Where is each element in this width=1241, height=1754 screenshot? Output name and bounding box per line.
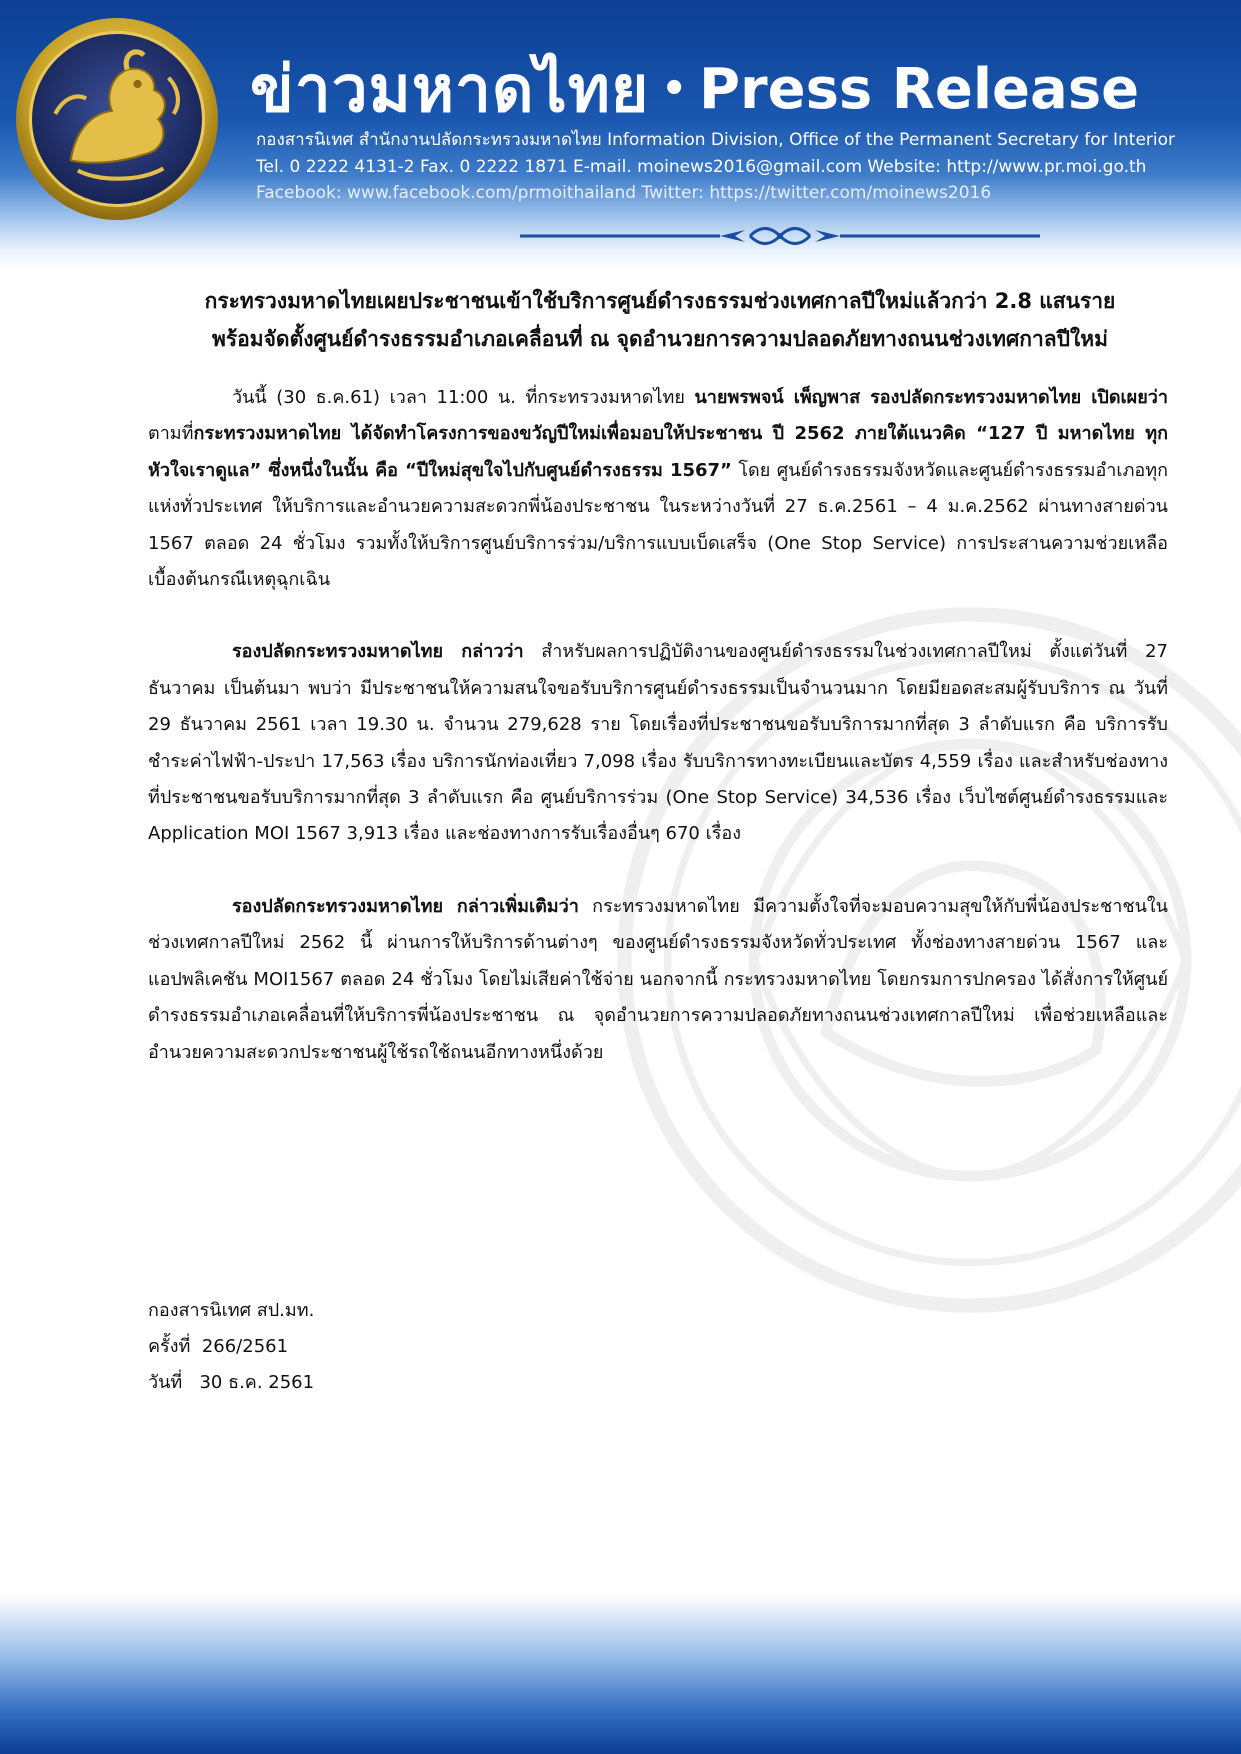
paragraph-1 (148, 380, 1168, 598)
article-body (148, 380, 1168, 1107)
headline-line-2: พร้อมจัดตั้งศูนย์ดำรงธรรมอำเภอเคลื่อนที่ ณ จุดอำนวยการความปลอดภัยทางถนนช่วงเทศกาลปีใหม่ (212, 327, 1108, 351)
masthead-title-en: Press Release (698, 56, 1140, 122)
headline (150, 282, 1170, 358)
p3-text-1: กระทรวงมหาดไทย มีความตั้งใจที่จะมอบความสุขให้กับพี่น้องประชาชนในช่วงเทศกาลปีใหม่ 2562 นี้ ผ่านการให้บริการด้านต่างๆ ของศูนย์ดำรงธรรมจังหวัดทั่วประเทศ ทั้งช่องทางสายด่วน 1567 และแอปพลิเคชัน MOI1567 ตลอด 24 ชั่วโมง โดยไม่เสียค่าใช้จ่าย นอกจากนี้ กระทรวงมหาดไทย โดยกรมการปกครอง ได้สั่งการให้ศูนย์ดำรงธรรมอำเภอเคลื่อนที่ให้บริการพี่น้องประชาชน ณ จุดอำนวยการความปลอดภัยทางถนนช่วงเทศกาลปีใหม่ เพื่อช่วยเหลือและอำนวยความสะดวกประชาชนผู้ใช้รถใช้ถนนอีกทางหนึ่งด้วย (148, 895, 1168, 1063)
masthead-title-thai: ข่าวมหาดไทย (250, 53, 650, 127)
date-label: วันที่ (148, 1372, 183, 1393)
signature-issue (148, 1329, 314, 1365)
signature-division: กองสารนิเทศ สป.มท. (148, 1300, 315, 1321)
p3-bold-1: รองปลัดกระทรวงมหาดไทย กล่าวเพิ่มเติมว่า (232, 895, 579, 917)
p2-bold-1: รองปลัดกระทรวงมหาดไทย กล่าวว่า (232, 641, 524, 663)
paragraph-2 (148, 634, 1168, 852)
p1-bold-2: กระทรวงมหาดไทย ได้จัดทำโครงการของขวัญปีใหม่เพื่อมอบให้ประชาชน ปี 2562 ภายใต้แนวคิด “127 ปี มหาดไทย ทุกหัวใจเราดูแล” ซึ่งหนึ่งในนั้น คือ “ปีใหม่สุขใจไปกับศูนย์ดำรงธรรม 1567” (148, 423, 1168, 481)
paragraph-3 (148, 889, 1168, 1071)
p1-text-3: โดย ศูนย์ดำรงธรรมจังหวัดและศูนย์ดำรงธรรมอำเภอทุกแห่งทั่วประเทศ ให้บริการและอำนวยความสะดวกพี่น้องประชาชน ในระหว่างวันที่ 27 ธ.ค.2561 – 4 ม.ค.2562 ผ่านทางสายด่วน 1567 ตลอด 24 ชั่วโมง รวมทั้งให้บริการศูนย์บริการร่วม/บริการแบบเบ็ดเสร็จ (One Stop Service) การประสานความช่วยเหลือเบื้องต้นกรณีเหตุฉุกเฉิน (148, 459, 1169, 591)
p1-bold-1: นายพรพจน์ เพ็ญพาส รองปลัดกระทรวงมหาดไทย เปิดเผยว่า (694, 387, 1168, 408)
masthead-separator: • (661, 66, 687, 112)
date-value: 30 ธ.ค. 2561 (199, 1372, 315, 1393)
contact-line: Tel. 0 2222 4131-2 Fax. 0 2222 1871 E-mail. moinews2016@gmail.com Website: http://www.pr.moi.go.th (256, 157, 1147, 177)
p1-text-2: ตามที่ (148, 423, 194, 445)
p1-text-1: วันนี้ (30 ธ.ค.61) เวลา 11:00 น. ที่กระทรวงมหาดไทย (232, 387, 695, 408)
ministry-seal-icon (14, 16, 220, 222)
headline-line-1: กระทรวงมหาดไทยเผยประชาชนเข้าใช้บริการศูนย์ดำรงธรรมช่วงเทศกาลปีใหม่แล้วกว่า 2.8 แสนราย (204, 289, 1116, 313)
social-line: Facebook: www.facebook.com/prmoithailand Twitter: https://twitter.com/moinews2016 (256, 183, 992, 203)
issue-label: ครั้งที่ (148, 1336, 191, 1357)
signature-date (148, 1365, 314, 1401)
org-line: กองสารนิเทศ สำนักงานปลัดกระทรวงมหาดไทย Information Division, Office of the Permanent Secretary for Interior (256, 130, 1176, 150)
issue-value: 266/2561 (201, 1336, 289, 1357)
masthead-title (250, 38, 1139, 128)
footer-banner (0, 1594, 1241, 1754)
ornament-divider-icon (520, 222, 1040, 250)
signature-block (148, 1293, 314, 1401)
p2-text-1: สำหรับผลการปฏิบัติงานของศูนย์ดำรงธรรมในช่วงเทศกาลปีใหม่ ตั้งแต่วันที่ 27 ธันวาคม เป็นต้นมา พบว่า มีประชาชนให้ความสนใจขอรับบริการศูนย์ดำรงธรรมเป็นจำนวนมาก โดยมียอดสะสมผู้รับบริการ ณ วันที่ 29 ธันวาคม 2561 เวลา 19.30 น. จำนวน 279,628 ราย โดยเรื่องที่ประชาชนขอรับบริการมากที่สุด 3 ลำดับแรก คือ บริการรับชำระค่าไฟฟ้า-ประปา 17,563 เรื่อง บริการนักท่องเที่ยว 7,098 เรื่อง รับบริการทางทะเบียนและบัตร 4,559 เรื่อง และสำหรับช่องทางที่ประชาชนขอรับบริการมากที่สุด 3 ลำดับแรก คือ ศูนย์บริการร่วม (One Stop Service) 34,536 เรื่อง เว็บไซต์ศูนย์ดำรงธรรมและ Application MOI 1567 3,913 เรื่อง และช่องทางการรับเรื่องอื่นๆ 670 เรื่อง (148, 641, 1168, 845)
